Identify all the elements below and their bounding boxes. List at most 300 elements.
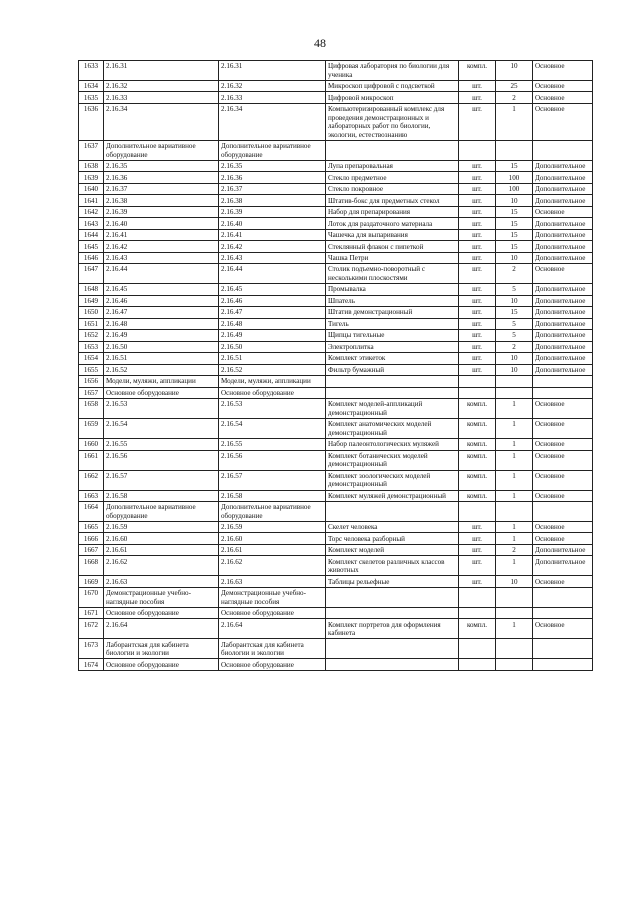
- name-cell: 2.16.33: [219, 92, 326, 103]
- equipment-type-cell: Основное: [533, 399, 593, 419]
- description-cell: Стекло покровное: [326, 183, 459, 194]
- name-cell: 2.16.53: [219, 399, 326, 419]
- name-cell: 2.16.57: [219, 470, 326, 490]
- quantity-cell: 15: [496, 218, 533, 229]
- equipment-type-cell: Дополнительное: [533, 544, 593, 555]
- equipment-type-cell: Основное: [533, 80, 593, 91]
- code-cell: 2.16.43: [104, 252, 219, 263]
- row-number: 1634: [79, 80, 104, 91]
- row-number: 1663: [79, 490, 104, 501]
- code-cell: 2.16.45: [104, 284, 219, 295]
- table-row: [79, 639, 593, 659]
- table-row: [79, 318, 593, 329]
- code-cell: 2.16.32: [104, 80, 219, 91]
- table-row: [79, 264, 593, 284]
- table-row: [79, 183, 593, 194]
- row-number: 1668: [79, 556, 104, 576]
- unit-cell: [459, 387, 496, 398]
- row-number: 1636: [79, 103, 104, 140]
- row-number: 1649: [79, 295, 104, 306]
- name-cell: Демонстрационные учебно-наглядные пособия: [219, 587, 326, 607]
- table-row: [79, 61, 593, 81]
- quantity-cell: 10: [496, 252, 533, 263]
- code-cell: Основное оборудование: [104, 607, 219, 618]
- table-row: [79, 376, 593, 387]
- equipment-type-cell: Основное: [533, 419, 593, 439]
- quantity-cell: 1: [496, 522, 533, 533]
- name-cell: 2.16.51: [219, 353, 326, 364]
- code-cell: 2.16.64: [104, 619, 219, 639]
- equipment-type-cell: Дополнительное: [533, 341, 593, 352]
- row-number: 1656: [79, 376, 104, 387]
- unit-cell: [459, 607, 496, 618]
- code-cell: 2.16.35: [104, 160, 219, 171]
- table-row: [79, 556, 593, 576]
- row-number: 1670: [79, 587, 104, 607]
- name-cell: 2.16.64: [219, 619, 326, 639]
- code-cell: 2.16.34: [104, 103, 219, 140]
- description-cell: Таблицы рельефные: [326, 576, 459, 587]
- code-cell: 2.16.63: [104, 576, 219, 587]
- equipment-type-cell: [533, 387, 593, 398]
- quantity-cell: 1: [496, 470, 533, 490]
- quantity-cell: 15: [496, 241, 533, 252]
- description-cell: [326, 140, 459, 160]
- unit-cell: шт.: [459, 160, 496, 171]
- code-cell: 2.16.42: [104, 241, 219, 252]
- unit-cell: шт.: [459, 183, 496, 194]
- table-row: [79, 229, 593, 240]
- code-cell: 2.16.60: [104, 533, 219, 544]
- row-number: 1658: [79, 399, 104, 419]
- description-cell: Стекло предметное: [326, 172, 459, 183]
- description-cell: [326, 607, 459, 618]
- unit-cell: компл.: [459, 61, 496, 81]
- unit-cell: шт.: [459, 295, 496, 306]
- unit-cell: шт.: [459, 195, 496, 206]
- quantity-cell: 1: [496, 490, 533, 501]
- description-cell: Промывалка: [326, 284, 459, 295]
- name-cell: 2.16.41: [219, 229, 326, 240]
- quantity-cell: 10: [496, 195, 533, 206]
- name-cell: Основное оборудование: [219, 659, 326, 670]
- unit-cell: шт.: [459, 80, 496, 91]
- equipment-type-cell: [533, 376, 593, 387]
- description-cell: Комплект моделей-аппликаций демонстрационный: [326, 399, 459, 419]
- quantity-cell: 5: [496, 330, 533, 341]
- description-cell: Штатив-бокс для предметных стекол: [326, 195, 459, 206]
- description-cell: Стеклянный флакон с пипеткой: [326, 241, 459, 252]
- quantity-cell: 2: [496, 264, 533, 284]
- equipment-type-cell: Дополнительное: [533, 307, 593, 318]
- quantity-cell: 2: [496, 544, 533, 555]
- equipment-type-cell: Основное: [533, 490, 593, 501]
- row-number: 1640: [79, 183, 104, 194]
- name-cell: 2.16.37: [219, 183, 326, 194]
- code-cell: 2.16.53: [104, 399, 219, 419]
- table-row: [79, 172, 593, 183]
- unit-cell: шт.: [459, 307, 496, 318]
- table-row: [79, 353, 593, 364]
- code-cell: 2.16.33: [104, 92, 219, 103]
- unit-cell: шт.: [459, 252, 496, 263]
- equipment-type-cell: Дополнительное: [533, 195, 593, 206]
- equipment-type-cell: Дополнительное: [533, 229, 593, 240]
- code-cell: 2.16.49: [104, 330, 219, 341]
- equipment-type-cell: Основное: [533, 619, 593, 639]
- description-cell: Чашечка для выпаривания: [326, 229, 459, 240]
- unit-cell: компл.: [459, 399, 496, 419]
- unit-cell: шт.: [459, 556, 496, 576]
- row-number: 1650: [79, 307, 104, 318]
- code-cell: 2.16.38: [104, 195, 219, 206]
- unit-cell: [459, 140, 496, 160]
- description-cell: Комплект зоологических моделей демонстрационный: [326, 470, 459, 490]
- row-number: 1674: [79, 659, 104, 670]
- table-row: [79, 659, 593, 670]
- name-cell: Дополнительное вариативное оборудование: [219, 140, 326, 160]
- name-cell: Основное оборудование: [219, 607, 326, 618]
- unit-cell: шт.: [459, 103, 496, 140]
- description-cell: [326, 387, 459, 398]
- name-cell: 2.16.50: [219, 341, 326, 352]
- row-number: 1659: [79, 419, 104, 439]
- unit-cell: шт.: [459, 206, 496, 217]
- name-cell: Основное оборудование: [219, 387, 326, 398]
- quantity-cell: 100: [496, 172, 533, 183]
- unit-cell: шт.: [459, 264, 496, 284]
- unit-cell: шт.: [459, 341, 496, 352]
- quantity-cell: 1: [496, 399, 533, 419]
- row-number: 1639: [79, 172, 104, 183]
- equipment-type-cell: Дополнительное: [533, 318, 593, 329]
- description-cell: [326, 659, 459, 670]
- table-row: [79, 439, 593, 450]
- name-cell: 2.16.32: [219, 80, 326, 91]
- unit-cell: [459, 639, 496, 659]
- quantity-cell: 1: [496, 439, 533, 450]
- row-number: 1654: [79, 353, 104, 364]
- description-cell: Комплект муляжей демонстрационный: [326, 490, 459, 501]
- table-row: [79, 576, 593, 587]
- unit-cell: шт.: [459, 330, 496, 341]
- quantity-cell: 10: [496, 61, 533, 81]
- code-cell: Основное оборудование: [104, 387, 219, 398]
- table-row: [79, 619, 593, 639]
- equipment-table-body: [79, 61, 593, 671]
- unit-cell: компл.: [459, 419, 496, 439]
- equipment-type-cell: Основное: [533, 264, 593, 284]
- code-cell: 2.16.55: [104, 439, 219, 450]
- row-number: 1672: [79, 619, 104, 639]
- equipment-type-cell: [533, 659, 593, 670]
- row-number: 1665: [79, 522, 104, 533]
- equipment-type-cell: Дополнительное: [533, 284, 593, 295]
- description-cell: Торс человека разборный: [326, 533, 459, 544]
- row-number: 1671: [79, 607, 104, 618]
- description-cell: Электроплитка: [326, 341, 459, 352]
- equipment-type-cell: [533, 502, 593, 522]
- unit-cell: шт.: [459, 172, 496, 183]
- name-cell: Лаборантская для кабинета биологии и экологии: [219, 639, 326, 659]
- equipment-type-cell: Дополнительное: [533, 160, 593, 171]
- equipment-table: [78, 60, 593, 671]
- name-cell: Дополнительное вариативное оборудование: [219, 502, 326, 522]
- quantity-cell: 10: [496, 576, 533, 587]
- quantity-cell: [496, 376, 533, 387]
- name-cell: 2.16.43: [219, 252, 326, 263]
- quantity-cell: 2: [496, 341, 533, 352]
- table-row: [79, 307, 593, 318]
- row-number: 1644: [79, 229, 104, 240]
- quantity-cell: [496, 587, 533, 607]
- table-row: [79, 544, 593, 555]
- name-cell: 2.16.62: [219, 556, 326, 576]
- code-cell: 2.16.58: [104, 490, 219, 501]
- row-number: 1641: [79, 195, 104, 206]
- name-cell: 2.16.45: [219, 284, 326, 295]
- quantity-cell: 5: [496, 284, 533, 295]
- name-cell: 2.16.61: [219, 544, 326, 555]
- unit-cell: компл.: [459, 450, 496, 470]
- row-number: 1669: [79, 576, 104, 587]
- equipment-type-cell: Основное: [533, 522, 593, 533]
- quantity-cell: 10: [496, 353, 533, 364]
- name-cell: 2.16.48: [219, 318, 326, 329]
- row-number: 1638: [79, 160, 104, 171]
- description-cell: [326, 376, 459, 387]
- equipment-type-cell: Дополнительное: [533, 218, 593, 229]
- row-number: 1666: [79, 533, 104, 544]
- quantity-cell: 2: [496, 92, 533, 103]
- quantity-cell: 10: [496, 364, 533, 375]
- table-row: [79, 364, 593, 375]
- code-cell: Демонстрационные учебно-наглядные пособия: [104, 587, 219, 607]
- quantity-cell: 1: [496, 103, 533, 140]
- row-number: 1667: [79, 544, 104, 555]
- equipment-type-cell: [533, 140, 593, 160]
- unit-cell: шт.: [459, 576, 496, 587]
- unit-cell: шт.: [459, 218, 496, 229]
- quantity-cell: [496, 607, 533, 618]
- unit-cell: [459, 659, 496, 670]
- row-number: 1648: [79, 284, 104, 295]
- page-number: 48: [314, 36, 326, 50]
- name-cell: 2.16.59: [219, 522, 326, 533]
- row-number: 1655: [79, 364, 104, 375]
- description-cell: Комплект этикеток: [326, 353, 459, 364]
- table-row: [79, 330, 593, 341]
- table-row: [79, 399, 593, 419]
- equipment-type-cell: [533, 607, 593, 618]
- unit-cell: [459, 502, 496, 522]
- description-cell: Скелет человека: [326, 522, 459, 533]
- unit-cell: компл.: [459, 490, 496, 501]
- row-number: 1642: [79, 206, 104, 217]
- name-cell: 2.16.58: [219, 490, 326, 501]
- row-number: 1673: [79, 639, 104, 659]
- description-cell: Цифровой микроскоп: [326, 92, 459, 103]
- code-cell: 2.16.59: [104, 522, 219, 533]
- quantity-cell: 5: [496, 318, 533, 329]
- equipment-type-cell: Дополнительное: [533, 364, 593, 375]
- quantity-cell: 1: [496, 450, 533, 470]
- row-number: 1661: [79, 450, 104, 470]
- equipment-type-cell: Дополнительное: [533, 353, 593, 364]
- unit-cell: шт.: [459, 522, 496, 533]
- name-cell: Модели, муляжи, аппликации: [219, 376, 326, 387]
- unit-cell: компл.: [459, 470, 496, 490]
- description-cell: Комплект ботанических моделей демонстрационный: [326, 450, 459, 470]
- description-cell: Фильтр бумажный: [326, 364, 459, 375]
- equipment-type-cell: Основное: [533, 61, 593, 81]
- quantity-cell: [496, 639, 533, 659]
- description-cell: Компьютеризированный комплекс для проведения демонстрационных и лабораторных работ по биологии, экологии, естествознанию: [326, 103, 459, 140]
- table-row: [79, 450, 593, 470]
- table-row: [79, 252, 593, 263]
- table-row: [79, 502, 593, 522]
- description-cell: Лупа препаровальная: [326, 160, 459, 171]
- row-number: 1647: [79, 264, 104, 284]
- name-cell: 2.16.47: [219, 307, 326, 318]
- equipment-type-cell: Дополнительное: [533, 241, 593, 252]
- quantity-cell: 1: [496, 619, 533, 639]
- name-cell: 2.16.49: [219, 330, 326, 341]
- description-cell: Тигель: [326, 318, 459, 329]
- description-cell: [326, 639, 459, 659]
- name-cell: 2.16.38: [219, 195, 326, 206]
- name-cell: 2.16.40: [219, 218, 326, 229]
- code-cell: 2.16.39: [104, 206, 219, 217]
- description-cell: Комплект анатомических моделей демонстрационный: [326, 419, 459, 439]
- table-row: [79, 160, 593, 171]
- code-cell: Дополнительное вариативное оборудование: [104, 140, 219, 160]
- description-cell: Шпатель: [326, 295, 459, 306]
- quantity-cell: [496, 502, 533, 522]
- name-cell: 2.16.31: [219, 61, 326, 81]
- table-row: [79, 587, 593, 607]
- unit-cell: шт.: [459, 284, 496, 295]
- quantity-cell: 10: [496, 295, 533, 306]
- table-row: [79, 490, 593, 501]
- row-number: 1662: [79, 470, 104, 490]
- row-number: 1635: [79, 92, 104, 103]
- equipment-type-cell: Основное: [533, 103, 593, 140]
- unit-cell: компл.: [459, 619, 496, 639]
- code-cell: 2.16.51: [104, 353, 219, 364]
- table-row: [79, 533, 593, 544]
- table-row: [79, 103, 593, 140]
- table-row: [79, 140, 593, 160]
- equipment-type-cell: Основное: [533, 470, 593, 490]
- quantity-cell: [496, 387, 533, 398]
- code-cell: 2.16.46: [104, 295, 219, 306]
- equipment-type-cell: Основное: [533, 450, 593, 470]
- equipment-type-cell: Дополнительное: [533, 295, 593, 306]
- row-number: 1660: [79, 439, 104, 450]
- table-row: [79, 607, 593, 618]
- quantity-cell: 15: [496, 229, 533, 240]
- description-cell: Комплект скелетов различных классов животных: [326, 556, 459, 576]
- description-cell: Набор палеонтологических муляжей: [326, 439, 459, 450]
- equipment-type-cell: Основное: [533, 576, 593, 587]
- quantity-cell: 1: [496, 533, 533, 544]
- equipment-type-cell: Дополнительное: [533, 330, 593, 341]
- quantity-cell: [496, 659, 533, 670]
- name-cell: 2.16.56: [219, 450, 326, 470]
- table-row: [79, 92, 593, 103]
- table-row: [79, 195, 593, 206]
- unit-cell: компл.: [459, 439, 496, 450]
- quantity-cell: 1: [496, 556, 533, 576]
- name-cell: 2.16.42: [219, 241, 326, 252]
- description-cell: Микроскоп цифровой с подсветкой: [326, 80, 459, 91]
- quantity-cell: 15: [496, 307, 533, 318]
- unit-cell: шт.: [459, 318, 496, 329]
- name-cell: 2.16.35: [219, 160, 326, 171]
- unit-cell: шт.: [459, 533, 496, 544]
- equipment-type-cell: Основное: [533, 92, 593, 103]
- table-row: [79, 80, 593, 91]
- equipment-type-cell: Основное: [533, 439, 593, 450]
- code-cell: 2.16.61: [104, 544, 219, 555]
- unit-cell: шт.: [459, 241, 496, 252]
- name-cell: 2.16.63: [219, 576, 326, 587]
- code-cell: 2.16.41: [104, 229, 219, 240]
- name-cell: 2.16.54: [219, 419, 326, 439]
- table-row: [79, 341, 593, 352]
- quantity-cell: 1: [496, 419, 533, 439]
- code-cell: 2.16.36: [104, 172, 219, 183]
- table-row: [79, 218, 593, 229]
- code-cell: 2.16.40: [104, 218, 219, 229]
- table-row: [79, 206, 593, 217]
- name-cell: 2.16.36: [219, 172, 326, 183]
- description-cell: Комплект портретов для оформления кабинета: [326, 619, 459, 639]
- quantity-cell: 25: [496, 80, 533, 91]
- row-number: 1657: [79, 387, 104, 398]
- row-number: 1646: [79, 252, 104, 263]
- code-cell: Дополнительное вариативное оборудование: [104, 502, 219, 522]
- table-row: [79, 470, 593, 490]
- name-cell: 2.16.55: [219, 439, 326, 450]
- row-number: 1637: [79, 140, 104, 160]
- equipment-type-cell: Дополнительное: [533, 172, 593, 183]
- name-cell: 2.16.39: [219, 206, 326, 217]
- description-cell: Набор для препарирования: [326, 206, 459, 217]
- row-number: 1645: [79, 241, 104, 252]
- description-cell: Комплект моделей: [326, 544, 459, 555]
- table-row: [79, 284, 593, 295]
- unit-cell: шт.: [459, 92, 496, 103]
- unit-cell: [459, 587, 496, 607]
- description-cell: Столик подъемно-поворотный с несколькими плоскостями: [326, 264, 459, 284]
- name-cell: 2.16.52: [219, 364, 326, 375]
- code-cell: 2.16.47: [104, 307, 219, 318]
- unit-cell: шт.: [459, 364, 496, 375]
- code-cell: 2.16.57: [104, 470, 219, 490]
- description-cell: Щипцы тигельные: [326, 330, 459, 341]
- row-number: 1652: [79, 330, 104, 341]
- unit-cell: [459, 376, 496, 387]
- unit-cell: шт.: [459, 353, 496, 364]
- code-cell: 2.16.50: [104, 341, 219, 352]
- equipment-type-cell: Основное: [533, 206, 593, 217]
- code-cell: 2.16.37: [104, 183, 219, 194]
- code-cell: 2.16.52: [104, 364, 219, 375]
- description-cell: [326, 587, 459, 607]
- row-number: 1643: [79, 218, 104, 229]
